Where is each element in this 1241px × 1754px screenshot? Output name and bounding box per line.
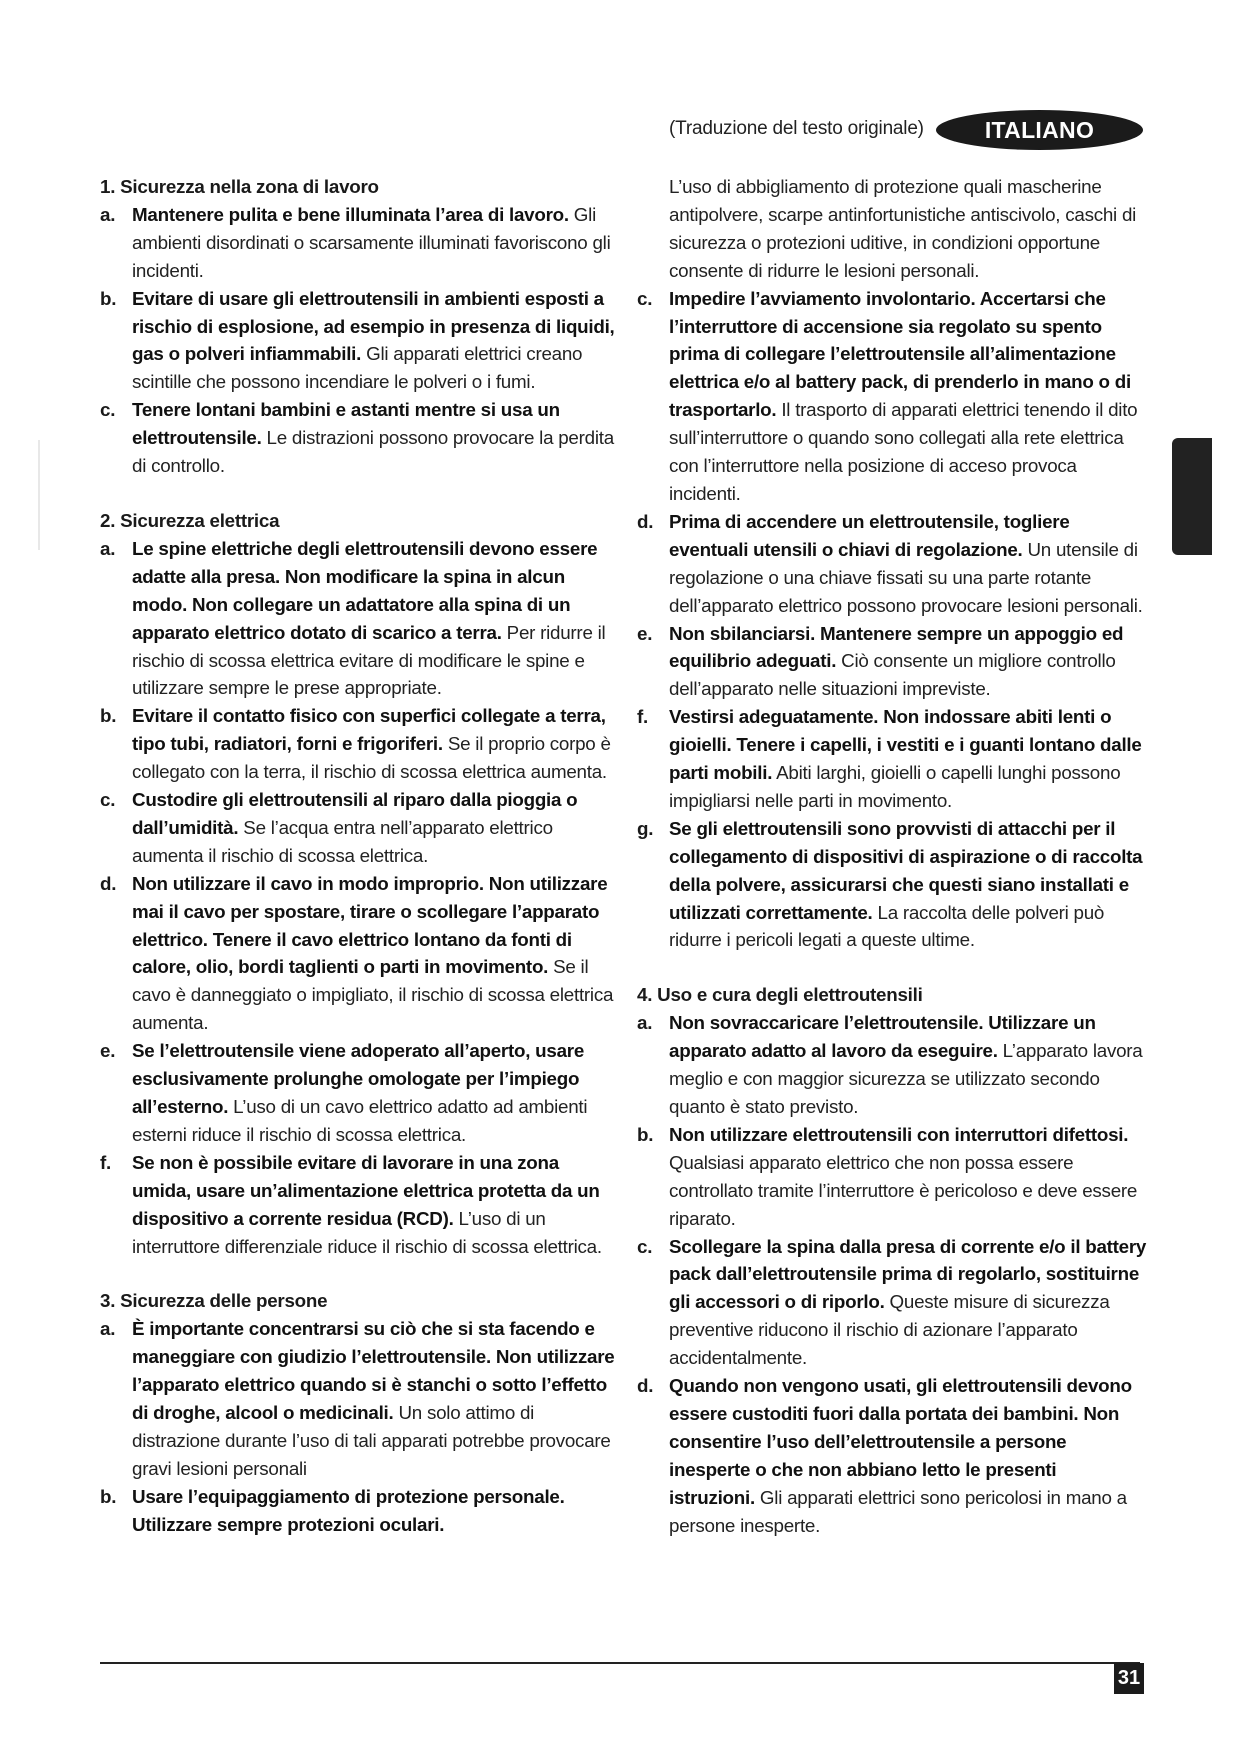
- language-thumb-tab: [1172, 438, 1212, 555]
- item-body: L’apparato lavora meglio e con maggior sicurezza se utilizzato secondo quanto è stato previsto.: [669, 1040, 1143, 1117]
- item-body: Gli apparati elettrici creano scintille che possono incendiare le polveri o i fumi.: [132, 343, 583, 393]
- item-label: b.: [100, 1485, 117, 1507]
- item-label: g.: [637, 817, 654, 839]
- item-label: f.: [637, 706, 648, 728]
- language-badge: ITALIANO: [936, 110, 1143, 150]
- item-heading: Scollegare la spina dalla presa di corrente e/o il battery pack dall’elettroutensile prima di regolarlo, sostituirne gli accessori o di riporlo.: [669, 1235, 1147, 1313]
- item-body: Per ridurre il rischio di scossa elettrica evitare di modificare le spine e utilizzare sempre le prese appropriate.: [132, 621, 606, 699]
- item-heading: Custodire gli elettroutensili al riparo dalla pioggia o dall’umidità.: [132, 789, 578, 838]
- item-heading: Evitare di usare gli elettroutensili in ambienti esposti a rischio di esplosione, ad esempio in presenza di liquidi, gas o polveri infiammabili.: [132, 287, 615, 365]
- item-body: Un solo attimo di distrazione durante l’uso di tali apparati potrebbe provocare gravi lesioni personali: [132, 1402, 611, 1479]
- list-item: [637, 1372, 1147, 1539]
- item-label: e.: [637, 622, 653, 644]
- item-label: b.: [100, 705, 117, 727]
- left-column: [100, 173, 620, 1539]
- item-label: c.: [100, 789, 116, 811]
- list-item: [100, 201, 620, 285]
- item-label: d.: [100, 872, 117, 894]
- list-item: [100, 702, 620, 786]
- item-label: c.: [100, 399, 116, 421]
- item-heading: Quando non vengono usati, gli elettroutensili devono essere custoditi fuori dalla portata dei bambini. Non consentire l’uso dell’elettroutensile a persone inesperte o che non abbiano letto le presenti istruzioni.: [669, 1375, 1132, 1508]
- item-heading: Usare l’equipaggiamento di protezione personale. Utilizzare sempre protezioni oculari.: [132, 1485, 565, 1535]
- item-heading: Mantenere pulita e bene illuminata l’area di lavoro.: [132, 203, 569, 225]
- item-label: a.: [100, 537, 116, 559]
- section-title: 3. Sicurezza delle persone: [100, 1290, 328, 1312]
- item-heading: Prima di accendere un elettroutensile, togliere eventuali utensili o chiavi di regolazione.: [669, 510, 1070, 560]
- item-body: Ciò consente un migliore controllo dell’apparato nelle situazioni impreviste.: [669, 650, 1116, 700]
- item-body: Se il proprio corpo è collegato con la terra, il rischio di scossa elettrica aumenta.: [132, 733, 611, 783]
- item-label: c.: [637, 287, 653, 309]
- item-body: Queste misure di sicurezza preventive riducono il rischio di azionare l’apparato accidentalmente.: [669, 1291, 1110, 1369]
- list-item: [100, 1315, 620, 1482]
- item-body: Il trasporto di apparati elettrici tenendo il dito sull’interruttore o quando sono collegati alla rete elettrica con l’interruttore nella posizione di acceso provoca incidenti.: [669, 399, 1138, 504]
- list-item: [637, 703, 1147, 815]
- item-body: Se l’acqua entra nell’apparato elettrico aumenta il rischio di scossa elettrica.: [132, 816, 553, 866]
- right-column: [637, 173, 1147, 1540]
- list-item: [637, 620, 1147, 704]
- page-header: [669, 106, 1149, 154]
- item-heading: Non sovraccaricare l’elettroutensile. Utilizzare un apparato adatto al lavoro da eseguire.: [669, 1012, 1096, 1062]
- item-heading: Non utilizzare il cavo in modo improprio. Non utilizzare mai il cavo per spostare, tirare o scollegare l’apparato elettrico. Tenere il cavo elettrico lontano da fonti di calore, olio, bordi taglienti o parti in movimento.: [132, 872, 608, 978]
- item-body: Gli apparati elettrici sono pericolosi in mano a persone inesperte.: [669, 1486, 1127, 1536]
- item-label: b.: [100, 287, 117, 309]
- item-body: L’uso di un interruttore differenziale riduce il rischio di scossa elettrica.: [132, 1207, 602, 1257]
- item-label: a.: [100, 1318, 116, 1340]
- list-item: [100, 285, 620, 397]
- item-body: L’uso di un cavo elettrico adatto ad ambienti esterni riduce il rischio di scossa elettrica.: [132, 1096, 588, 1145]
- item-heading: Se gli elettroutensili sono provvisti di attacchi per il collegamento di dispositivi di aspirazione o di raccolta della polvere, assicurarsi che questi siano installati e utilizzati correttamente.: [669, 817, 1143, 923]
- list-item: [637, 285, 1147, 508]
- footer-rule: [100, 1662, 1140, 1664]
- item-heading: Non sbilanciarsi. Mantenere sempre un appoggio ed equilibrio adeguati.: [669, 622, 1124, 672]
- list-item: [100, 870, 620, 1037]
- item-heading: Vestirsi adeguatamente. Non indossare abiti lenti o gioielli. Tenere i capelli, i vestiti e i guanti lontano dalle parti mobili.: [669, 706, 1142, 784]
- scan-artifact-line: [38, 440, 40, 550]
- list-item: [637, 1121, 1147, 1233]
- item-body: Un utensile di regolazione o una chiave fissati su una parte rotante dell’apparato elettrico possono provocare lesioni personali.: [669, 538, 1143, 616]
- translation-note: (Traduzione del testo originale): [669, 118, 924, 139]
- item-label: c.: [637, 1235, 653, 1257]
- item-label: e.: [100, 1040, 116, 1062]
- list-item: [100, 1037, 620, 1149]
- item-heading: Le spine elettriche degli elettroutensili devono essere adatte alla presa. Non modificare la spina in alcun modo. Non collegare un adattatore alla spina di un apparato elettrico dotato di scarico a terra.: [132, 537, 598, 643]
- item-heading: Se l’elettroutensile viene adoperato all’aperto, usare esclusivamente prolunghe omologate per l’impiego all’esterno.: [132, 1040, 585, 1117]
- item-body: La raccolta delle polveri può ridurre i pericoli legati a queste ultime.: [669, 901, 1105, 951]
- item-heading: Non utilizzare elettroutensili con interruttori difettosi.: [669, 1123, 1129, 1145]
- section-title: 2. Sicurezza elettrica: [100, 509, 280, 531]
- item-body: Qualsiasi apparato elettrico che non possa essere controllato tramite l’interruttore è pericoloso e deve essere riparato.: [669, 1151, 1138, 1229]
- list-item-continuation: [637, 173, 1147, 285]
- item-heading: È importante concentrarsi su ciò che si sta facendo e maneggiare con giudizio l’elettroutensile. Non utilizzare l’apparato elettrico quando si è stanchi o sotto l’effetto di droghe, alcool o medicinali.: [132, 1318, 615, 1424]
- item-body: Abiti larghi, gioielli o capelli lunghi possono impigliarsi nelle parti in movimento.: [669, 762, 1121, 811]
- item-heading: Evitare il contatto fisico con superfici collegate a terra, tipo tubi, radiatori, forni e frigoriferi.: [132, 705, 606, 755]
- item-label: d.: [637, 1375, 654, 1397]
- section-title: 1. Sicurezza nella zona di lavoro: [100, 176, 379, 197]
- list-item: [100, 786, 620, 870]
- item-heading: Tenere lontani bambini e astanti mentre si usa un elettroutensile.: [132, 399, 560, 449]
- list-item: [100, 1483, 620, 1539]
- list-item: [100, 535, 620, 702]
- item-label: a.: [100, 203, 116, 225]
- section-title: 4. Uso e cura degli elettroutensili: [637, 984, 923, 1006]
- item-label: a.: [637, 1012, 653, 1034]
- list-item: [637, 815, 1147, 955]
- item-heading: Impedire l’avviamento involontario. Accertarsi che l’interruttore di accensione sia regolato su spento prima di collegare l’elettroutensile all’alimentazione elettrica e/o al battery pack, di prenderlo in mano o di trasportarlo.: [669, 287, 1131, 421]
- item-body: Se il cavo è danneggiato o impigliato, il rischio di scossa elettrica aumenta.: [132, 956, 614, 1034]
- item-body: L’uso di abbigliamento di protezione quali mascherine antipolvere, scarpe antinfortunistiche antiscivolo, caschi di sicurezza o protezioni uditive, in condizioni opportune consente di ridurre le lesioni personali.: [669, 176, 1137, 281]
- item-label: f.: [100, 1151, 111, 1173]
- list-item: [100, 1149, 620, 1261]
- page-number: 31: [1114, 1663, 1144, 1694]
- list-item: [637, 1009, 1147, 1121]
- item-label: b.: [637, 1123, 654, 1145]
- list-item: [637, 1233, 1147, 1373]
- item-heading: Se non è possibile evitare di lavorare in una zona umida, usare un’alimentazione elettrica protetta da un dispositivo a corrente residua (RCD).: [132, 1151, 600, 1229]
- list-item: [100, 396, 620, 480]
- list-item: [637, 508, 1147, 620]
- item-label: d.: [637, 510, 654, 532]
- item-body: Le distrazioni possono provocare la perdita di controllo.: [132, 427, 614, 477]
- item-body: Gli ambienti disordinati o scarsamente illuminati favoriscono gli incidenti.: [132, 203, 611, 281]
